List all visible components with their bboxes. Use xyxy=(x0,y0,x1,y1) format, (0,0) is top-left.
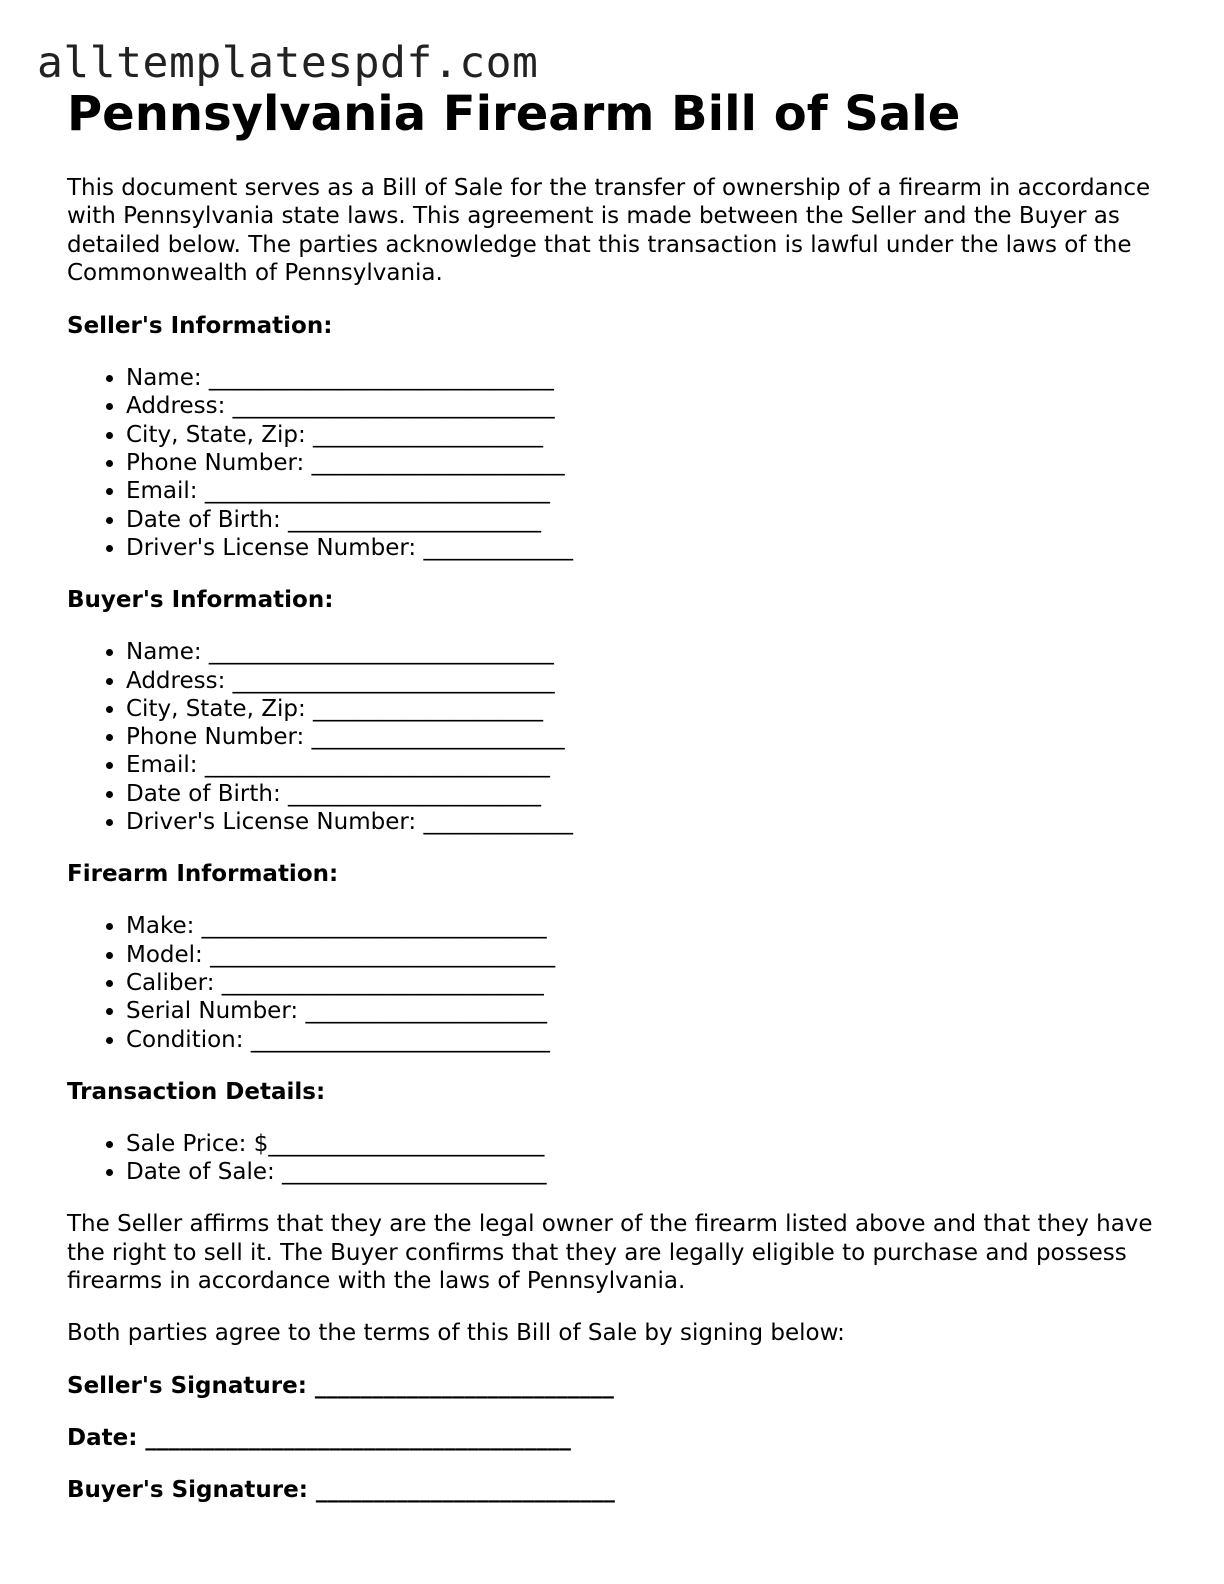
watermark: alltemplatespdf.com xyxy=(37,38,539,88)
buyer-info-list xyxy=(67,638,1167,836)
buyer-phone-field[interactable]: • Phone Number: ______________________ xyxy=(126,723,1167,751)
buyer-city-state-zip-field[interactable]: • City, State, Zip: ____________________ xyxy=(126,695,1167,723)
buyer-signature-field[interactable]: Buyer's Signature: __________________________ xyxy=(67,1476,615,1503)
page-title: Pennsylvania Firearm Bill of Sale xyxy=(67,86,961,142)
seller-name-field[interactable]: • Name: ______________________________ xyxy=(126,364,1167,392)
buyer-name-field[interactable]: • Name: ______________________________ xyxy=(126,638,1167,666)
buyer-dob-field[interactable]: • Date of Birth: ______________________ xyxy=(126,780,1167,808)
transaction-details-heading: Transaction Details: xyxy=(67,1078,326,1105)
buyer-license-field[interactable]: • Driver's License Number: _____________ xyxy=(126,808,1167,836)
seller-phone-field[interactable]: • Phone Number: ______________________ xyxy=(126,449,1167,477)
buyer-info-heading: Buyer's Information: xyxy=(67,587,334,614)
sale-price-field[interactable]: • Sale Price: $________________________ xyxy=(126,1130,1167,1158)
seller-address-field[interactable]: • Address: ____________________________ xyxy=(126,392,1167,420)
firearm-info-list xyxy=(67,912,1167,1053)
firearm-model-field[interactable]: • Model: ______________________________ xyxy=(126,941,1167,969)
seller-info-heading: Seller's Information: xyxy=(67,313,333,340)
seller-signature-field[interactable]: Seller's Signature: __________________________ xyxy=(67,1372,614,1399)
agreement-paragraph: Both parties agree to the terms of this Bill of Sale by signing below: xyxy=(67,1320,845,1347)
buyer-address-field[interactable]: • Address: ____________________________ xyxy=(126,667,1167,695)
sale-date-field[interactable]: • Date of Sale: _______________________ xyxy=(126,1158,1167,1186)
document-body xyxy=(67,84,1167,1504)
firearm-serial-field[interactable]: • Serial Number: _____________________ xyxy=(126,997,1167,1025)
seller-city-state-zip-field[interactable]: • City, State, Zip: ____________________ xyxy=(126,421,1167,449)
seller-dob-field[interactable]: • Date of Birth: ______________________ xyxy=(126,506,1167,534)
seller-email-field[interactable]: • Email: ______________________________ xyxy=(126,477,1167,505)
seller-license-field[interactable]: • Driver's License Number: _____________ xyxy=(126,534,1167,562)
firearm-info-heading: Firearm Information: xyxy=(67,861,339,888)
intro-paragraph: This document serves as a Bill of Sale for the transfer of ownership of a firearm in accordance with Pennsylvania state laws. This agreement is made between the Seller and the Buyer as detailed below. The parties acknowledge that this transaction is lawful under the laws of the Commonwealth of Pennsylvania. xyxy=(67,175,1151,286)
firearm-caliber-field[interactable]: • Caliber: ____________________________ xyxy=(126,969,1167,997)
seller-info-list xyxy=(67,364,1167,562)
firearm-make-field[interactable]: • Make: ______________________________ xyxy=(126,912,1167,940)
buyer-email-field[interactable]: • Email: ______________________________ xyxy=(126,751,1167,779)
signature-date-field[interactable]: Date: _____________________________________ xyxy=(67,1424,571,1451)
firearm-condition-field[interactable]: • Condition: __________________________ xyxy=(126,1026,1167,1054)
transaction-details-list xyxy=(67,1130,1167,1187)
affirmation-paragraph: The Seller affirms that they are the legal owner of the firearm listed above and that they have the right to sell it. The Buyer confirms that they are legally eligible to purchase and possess firearms in accordance with the laws of Pennsylvania. xyxy=(67,1211,1153,1295)
